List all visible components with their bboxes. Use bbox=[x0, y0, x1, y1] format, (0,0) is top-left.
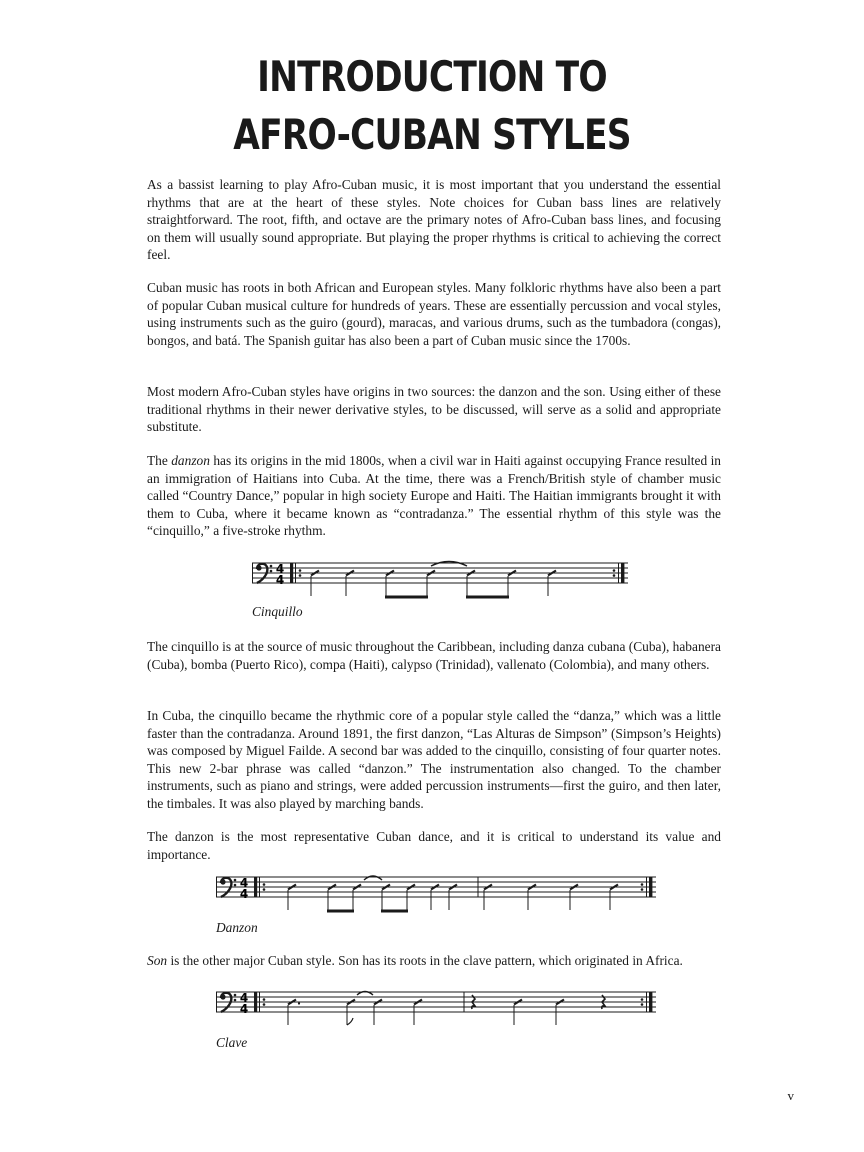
danzon-term: danzon bbox=[171, 453, 210, 468]
caption-cinquillo: Cinquillo bbox=[252, 604, 303, 619]
page-number: v bbox=[787, 1088, 794, 1103]
paragraph-intro: As a bassist learning to play Afro-Cuban music, it is most important that you understand the essential rhythms that are at the heart of these styles. Note choices for Cuban bass lines are relatively straightforward. The root, fifth, and octave are the primary notes of Afro-Cuban bass lines, and focusing on them will usually sound appropriate. But playing the proper rhythms is critical to achieving the correct feel. bbox=[147, 177, 721, 263]
rhythm-notes bbox=[311, 562, 556, 598]
son-term: Son bbox=[147, 953, 168, 968]
paragraph-danzon-history bbox=[147, 452, 721, 540]
paragraph-danzon-importance: The danzon is the most representative Cuban dance, and it is critical to understand its value and importance. bbox=[147, 829, 721, 862]
paragraph-son-rest: is the other major Cuban style. Son has its roots in the clave pattern, which originated in Africa. bbox=[167, 953, 683, 968]
page-title-line-1: INTRODUCTION TO bbox=[257, 52, 607, 101]
paragraph-origins: Most modern Afro-Cuban styles have origins in two sources: the danzon and the son. Using either of these traditional rhythms in their newer derivative styles, to be discussed, will serve as a solid and appropriate substitute. bbox=[147, 384, 721, 435]
paragraph-danza: In Cuba, the cinquillo became the rhythmic core of a popular style called the “danza,” which was a little faster than the contradanza. Around 1891, the first danzon, “Las Alturas de Simpson” (Simpson’s Heights) was composed by Miguel Failde. A second bar was added to the cinquillo, consisting of four quarter notes. This new 2-bar phrase was called “danzon.” The instrumentation also changed. To the chamber instruments, such as piano and strings, were added percussion instruments—first the guiro, and then later, the timbales. It was also played by marching bands. bbox=[147, 708, 721, 811]
time-signature-top: 4 bbox=[239, 991, 249, 1005]
paragraph-cinquillo-caribbean: The cinquillo is at the source of music throughout the Caribbean, including danza cubana (Cuba), habanera (Cuba), bomba (Puerto Rico), compa (Haiti), calypso (Trinidad), vallenato (Colombia), and many others. bbox=[147, 639, 721, 672]
paragraph-danzon-rest: has its origins in the mid 1800s, when a civil war in Haiti against occupying France resulted in an immigration of Haitians into Cuba. At the time, there was a French/British style of chamber music called “Country Dance,” popular in high society Europe and Haiti. The Haitian immigrants brought it with them to Cuba, where it became known as “contradanza.” The essential rhythm of this style was the “cinquillo,” a five-stroke rhythm. bbox=[147, 453, 721, 539]
time-signature-bottom: 4 bbox=[239, 887, 249, 901]
paragraph-son bbox=[147, 952, 721, 970]
rhythm-notes bbox=[288, 992, 605, 1026]
cinquillo-notation bbox=[252, 556, 628, 606]
rhythm-notes bbox=[288, 876, 618, 911]
paragraph-roots: Cuban music has roots in both African and European styles. Many folkloric rhythms have also been a part of popular Cuban musical culture for hundreds of years. These are essentially percussion and vocal styles, using instruments such as the guiro (gourd), maracas, and various drums, such as the tumbadora (congas), bongos, and batá. The Spanish guitar has also been a part of Cuban music since the 1700s. bbox=[147, 280, 721, 348]
danzon-notation bbox=[216, 870, 656, 920]
time-signature-top: 4 bbox=[239, 876, 249, 890]
time-signature-bottom: 4 bbox=[239, 1002, 249, 1016]
staff-lines bbox=[216, 992, 656, 1012]
caption-danzon: Danzon bbox=[216, 920, 258, 935]
page-title-line-2: AFRO-CUBAN STYLES bbox=[233, 110, 631, 159]
staff-lines bbox=[252, 563, 628, 583]
time-signature-bottom: 4 bbox=[275, 573, 285, 587]
paragraph-danzon-lead: The bbox=[147, 453, 172, 468]
clave-notation bbox=[216, 985, 656, 1035]
time-signature-top: 4 bbox=[275, 562, 285, 576]
caption-clave: Clave bbox=[216, 1035, 248, 1050]
